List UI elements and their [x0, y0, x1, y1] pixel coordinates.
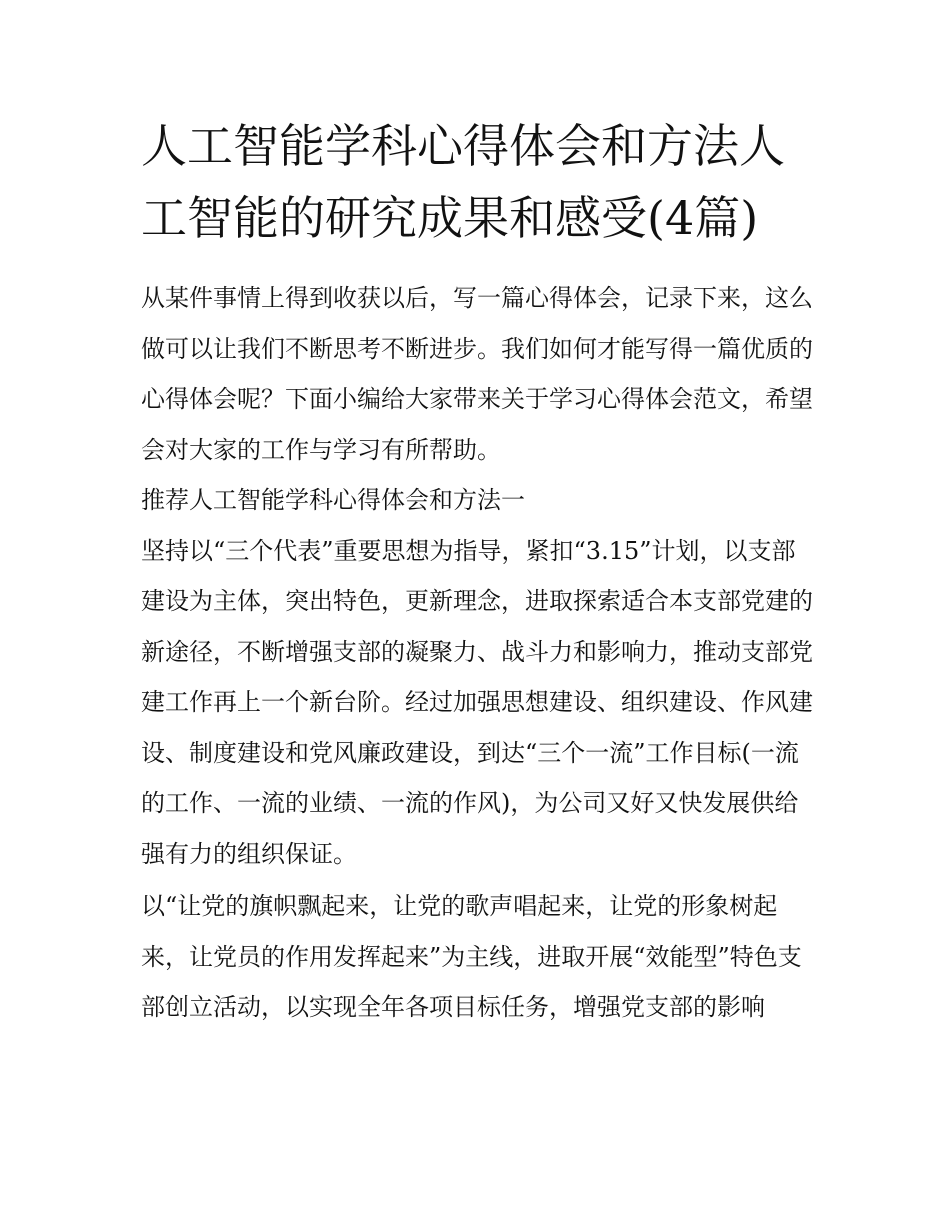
document-title: 人工智能学科心得体会和方法人工智能的研究成果和感受(4篇)	[141, 119, 785, 245]
section-heading: 推荐人工智能学科心得体会和方法一	[141, 486, 525, 514]
document-body	[141, 273, 813, 1033]
body-paragraph: 坚持以“三个代表”重要思想为指导，紧扣“3.15”计划，以支部建设为主体，突出特色，更新理念，进取探索适合本支部党建的新途径，不断增强支部的凝聚力、战斗力和影响力，推动支部党建工作再上一个新台阶。经过加强思想建设、组织建设、作风建设、制度建设和党风廉政建设，到达“三个一流”工作目标(一流的工作、一流的业绩、一流的作风)，为公司又好又快发展供给强有力的组织保证。	[141, 536, 813, 868]
intro-paragraph: 从某件事情上得到收获以后，写一篇心得体会，记录下来，这么做可以让我们不断思考不断进步。我们如何才能写得一篇优质的心得体会呢？下面小编给大家带来关于学习心得体会范文，希望会对大家的工作与学习有所帮助。	[141, 284, 813, 464]
document-content	[141, 110, 813, 1033]
body-paragraph: 以“让党的旗帜飘起来，让党的歌声唱起来，让党的形象树起来，让党员的作用发挥起来”为主线，进取开展“效能型”特色支部创立活动，以实现全年各项目标任务，增强党支部的影响	[141, 892, 802, 1021]
